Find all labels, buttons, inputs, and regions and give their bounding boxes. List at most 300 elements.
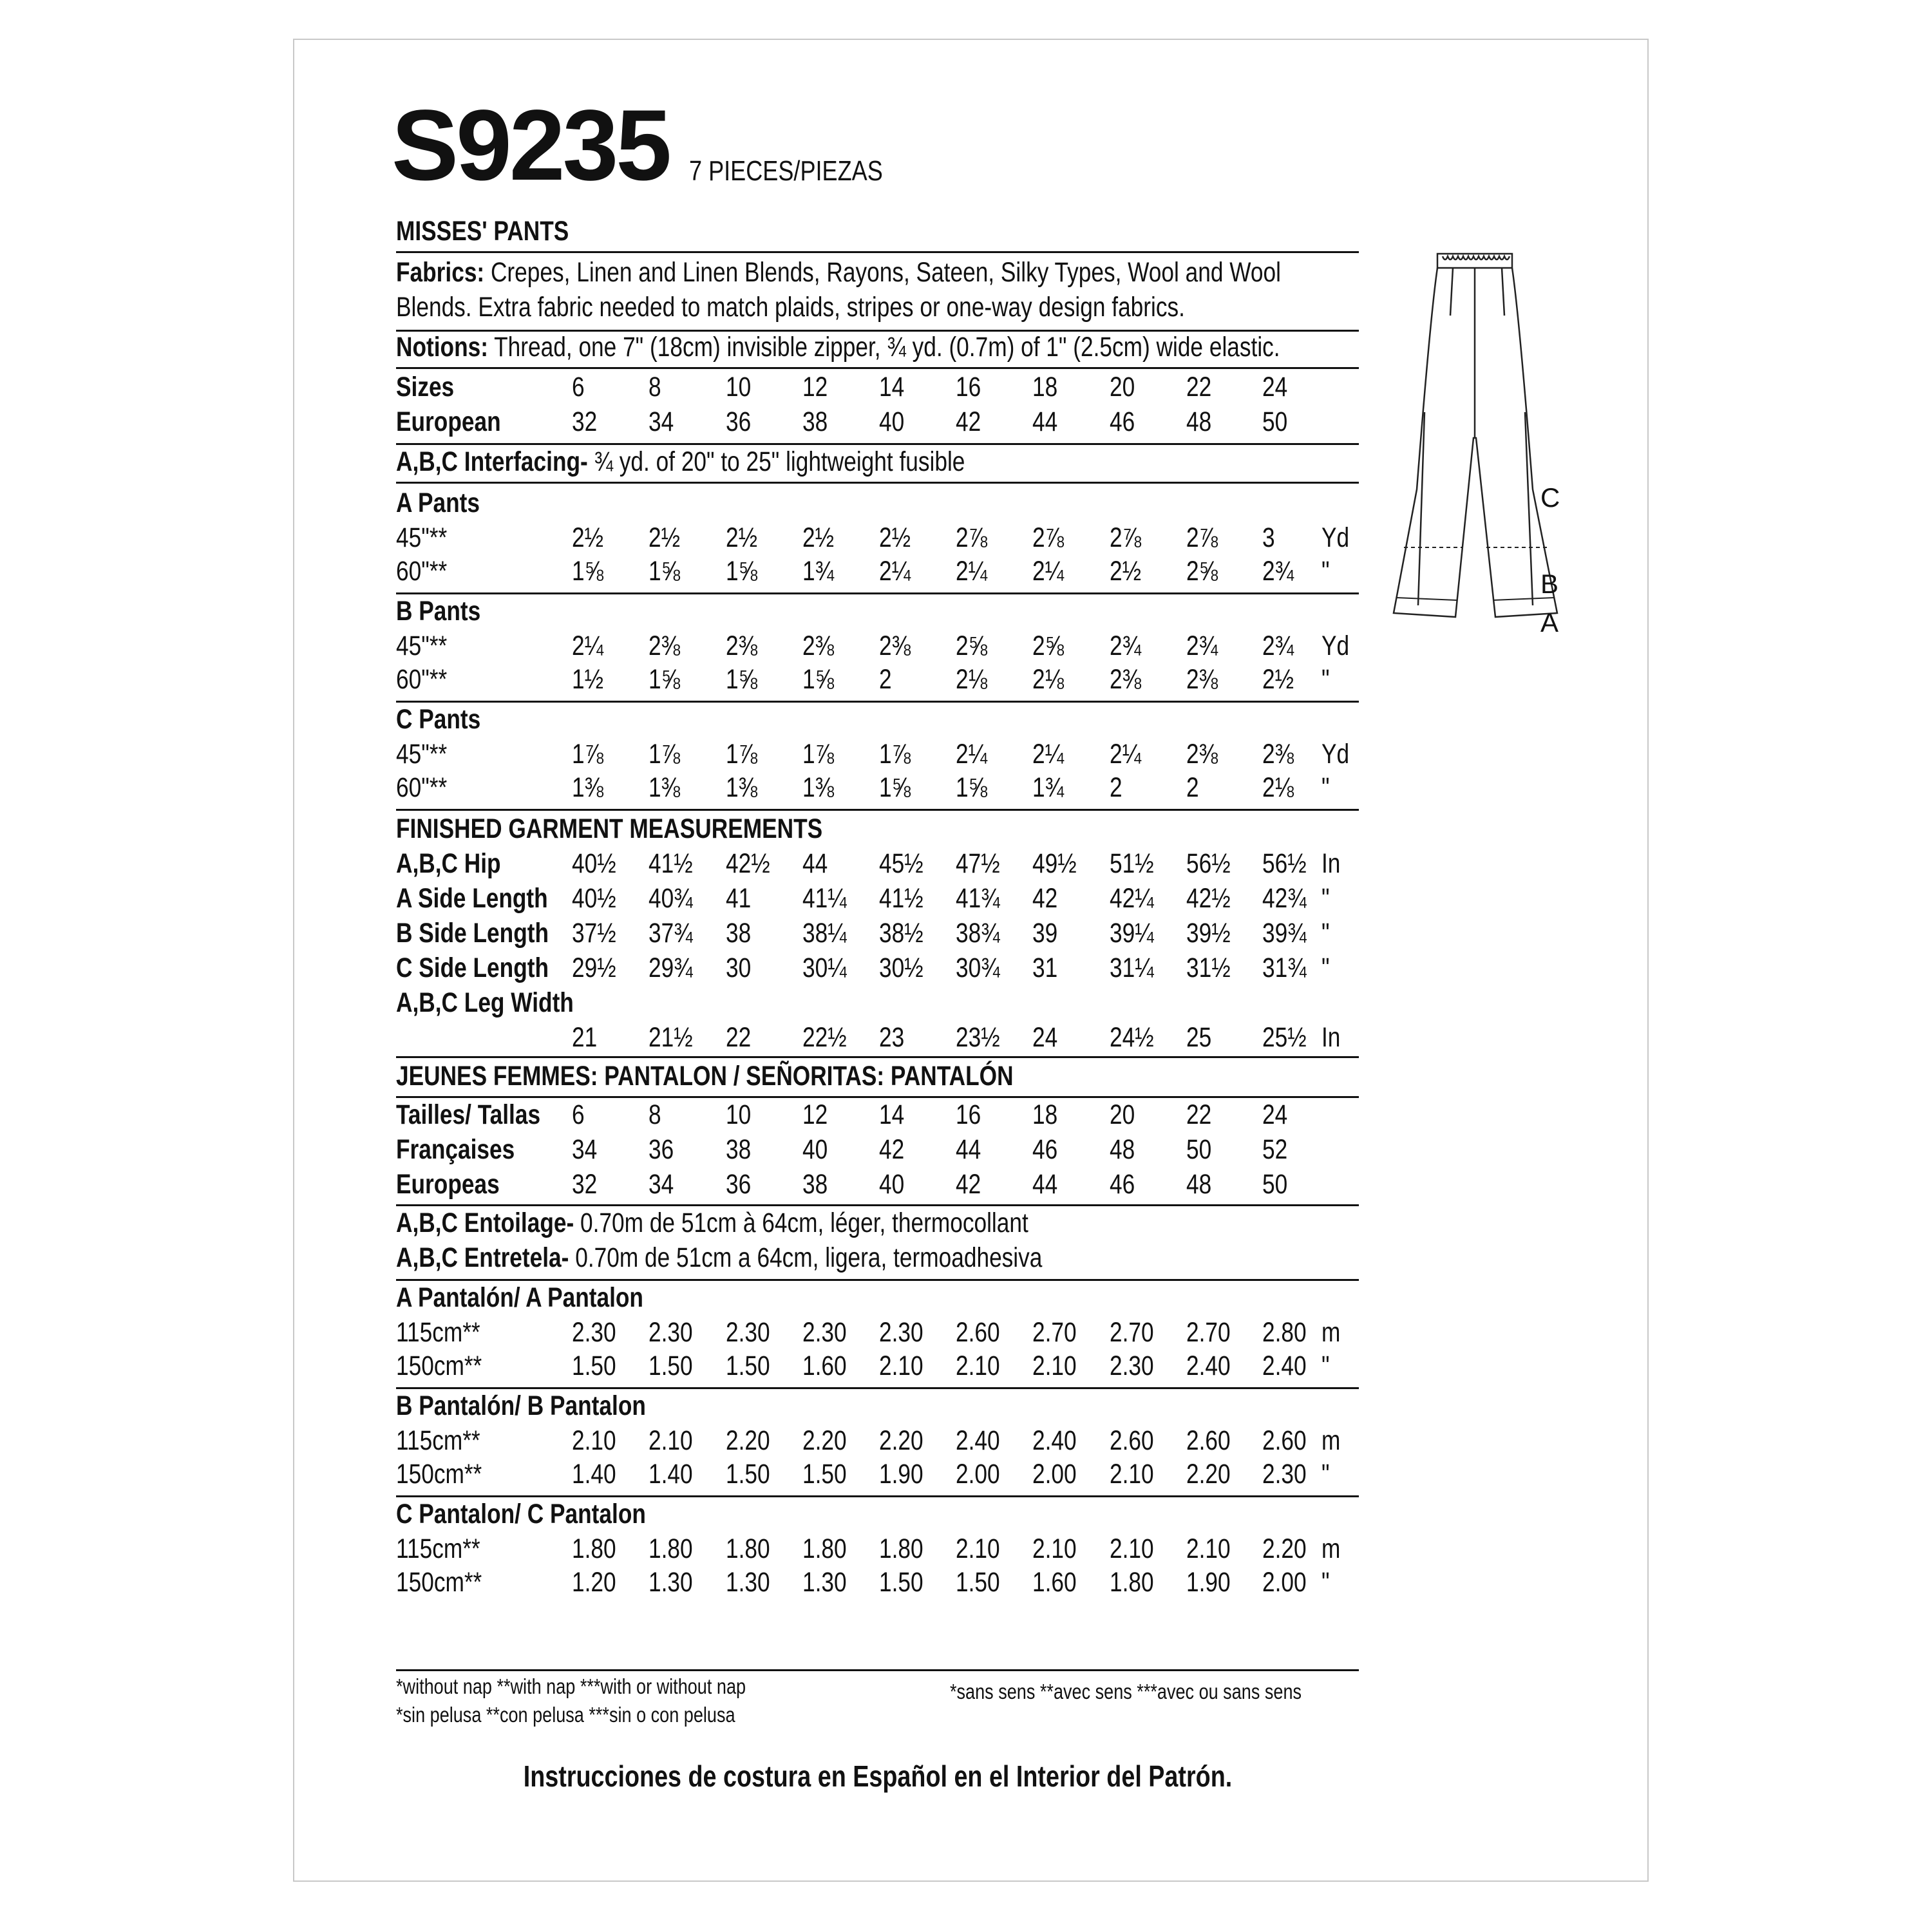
yardage-60-row-value: 1½ xyxy=(572,664,604,695)
yardage-45-row-value: 2⅜ xyxy=(649,630,681,661)
yardage-150-row-value: 2.00 xyxy=(1032,1459,1077,1490)
yardage-45-row-value: 2¾ xyxy=(1186,630,1218,661)
metric-sizes-row-value: 20 xyxy=(1110,1099,1135,1130)
yardage-150-row-label: 150cm** xyxy=(396,1459,482,1490)
yardage-45-row-value: 2⅞ xyxy=(1110,522,1142,553)
finished-row-value: 45½ xyxy=(879,848,923,879)
yardage-45-row-unit: Yd xyxy=(1321,630,1350,661)
yardage-45-row-value: 2⅞ xyxy=(956,522,988,553)
finished-row-value: 56½ xyxy=(1262,848,1307,879)
yardage-150-row-value: 1.20 xyxy=(572,1567,616,1598)
yardage-45-row-label: 45"** xyxy=(396,739,448,770)
finished-row-value: 42¾ xyxy=(1262,883,1307,914)
yardage-115-row-value: 1.80 xyxy=(649,1533,693,1564)
yardage-45-row-label: 45"** xyxy=(396,630,448,661)
section-title-misses-pants: MISSES' PANTS xyxy=(396,216,569,247)
yardage-115-row-value: 2.10 xyxy=(649,1425,693,1456)
yardage-60-row-label: 60"** xyxy=(396,664,448,695)
yardage-60-row-value: 2⅛ xyxy=(1262,772,1294,803)
metric-sizes-row-value: 8 xyxy=(649,1099,661,1130)
divider xyxy=(396,1096,1359,1098)
yardage-150-row-value: 1.60 xyxy=(1032,1567,1077,1598)
yardage-150-row-value: 2.00 xyxy=(1262,1567,1307,1598)
finished-row-label: A Side Length xyxy=(396,883,548,914)
yardage-115-row-value: 2.10 xyxy=(1186,1533,1231,1564)
metric-sizes-row-value: 50 xyxy=(1262,1169,1288,1200)
yardage-45-row-value: 2⅝ xyxy=(956,630,988,661)
metric-sizes-row-value: 34 xyxy=(649,1169,674,1200)
finished-row-unit: In xyxy=(1321,848,1341,879)
sizes-row-value: 6 xyxy=(572,372,585,402)
yardage-150-row-value: 1.90 xyxy=(1186,1567,1231,1598)
european-row-value: 40 xyxy=(879,406,905,437)
yardage-45-row-value: 2½ xyxy=(879,522,911,553)
divider xyxy=(396,1387,1359,1389)
yardage-60-row-value: 2½ xyxy=(1262,664,1294,695)
european-row-value: 38 xyxy=(802,406,828,437)
leg-width-value: 25½ xyxy=(1262,1022,1307,1053)
sizes-row-value: 8 xyxy=(649,372,661,402)
finished-row-value: 41¼ xyxy=(802,883,847,914)
metric-sizes-row-value: 48 xyxy=(1186,1169,1212,1200)
yardage-150-row-value: 1.40 xyxy=(649,1459,693,1490)
european-row-value: 44 xyxy=(1032,406,1058,437)
metric-sizes-row-value: 46 xyxy=(1110,1169,1135,1200)
yardage-115-row-label: 115cm** xyxy=(396,1425,480,1456)
view-b-hemline xyxy=(1396,598,1555,600)
yardage-115-row-unit: m xyxy=(1321,1425,1341,1456)
metric-yardage-title: B Pantalón/ B Pantalon xyxy=(396,1390,646,1421)
yardage-45-row-value: 2¼ xyxy=(956,739,988,770)
finished-row-value: 39¾ xyxy=(1262,918,1307,949)
yardage-45-row-value: 2⅝ xyxy=(1032,630,1065,661)
finished-row-value: 42½ xyxy=(1186,883,1231,914)
interfacing-label: A,B,C Interfacing- xyxy=(396,446,588,477)
fabrics-line-2: Blends. Extra fabric needed to match plaids, stripes or one-way design fabrics. xyxy=(396,292,1185,323)
metric-section-title: JEUNES FEMMES: PANTALON / SEÑORITAS: PANTALÓN xyxy=(396,1061,1014,1092)
european-row-value: 32 xyxy=(572,406,598,437)
yardage-60-row-value: 1⅜ xyxy=(802,772,835,803)
finished-row-value: 41 xyxy=(726,883,752,914)
finished-row-value: 49½ xyxy=(1032,848,1077,879)
yardage-45-row-value: 1⅞ xyxy=(649,739,681,770)
yardage-150-row-value: 1.50 xyxy=(726,1350,770,1381)
yardage-150-row-value: 1.50 xyxy=(572,1350,616,1381)
finished-row-value: 56½ xyxy=(1186,848,1231,879)
metric-sizes-row-value: 18 xyxy=(1032,1099,1058,1130)
yardage-150-row-value: 1.30 xyxy=(726,1567,770,1598)
finished-row-unit: " xyxy=(1321,883,1330,914)
finished-row-value: 47½ xyxy=(956,848,1000,879)
view-label-b: B xyxy=(1540,569,1559,599)
metric-yardage-title: A Pantalón/ A Pantalon xyxy=(396,1282,643,1313)
metric-sizes-row-value: 38 xyxy=(726,1134,752,1165)
finished-row-value: 41½ xyxy=(649,848,693,879)
yardage-45-row-value: 2⅜ xyxy=(802,630,835,661)
footnote-en: *without nap **with nap ***with or without nap xyxy=(396,1674,746,1698)
finished-row-label: A,B,C Hip xyxy=(396,848,501,879)
entretela-label: A,B,C Entretela- xyxy=(396,1242,569,1273)
footnote-es: *sin pelusa **con pelusa ***sin o con pelusa xyxy=(396,1703,735,1727)
yardage-115-row-value: 1.80 xyxy=(572,1533,616,1564)
european-row-value: 42 xyxy=(956,406,981,437)
yardage-115-row-value: 2.40 xyxy=(1032,1425,1077,1456)
european-row-value: 48 xyxy=(1186,406,1212,437)
fabrics xyxy=(396,259,1281,287)
yardage-view-title: B Pants xyxy=(396,596,481,627)
sizes-row-value: 14 xyxy=(879,372,905,402)
yardage-115-row-value: 2.30 xyxy=(572,1317,616,1348)
yardage-60-row-value: 1⅝ xyxy=(726,556,758,587)
yardage-115-row-unit: m xyxy=(1321,1533,1341,1564)
finished-row-unit: " xyxy=(1321,918,1330,949)
metric-sizes-row-value: 48 xyxy=(1110,1134,1135,1165)
yardage-150-row-value: 2.10 xyxy=(879,1350,923,1381)
finished-row-value: 40¾ xyxy=(649,883,693,914)
yardage-60-row-value: 1¾ xyxy=(1032,772,1065,803)
leg-width-value: 25 xyxy=(1186,1022,1212,1053)
size-chart xyxy=(396,0,1359,1932)
yardage-60-row-value: 2⅜ xyxy=(1186,664,1218,695)
interfacing-text: ¾ yd. of 20" to 25" lightweight fusible xyxy=(594,446,965,477)
yardage-60-row-value: 1⅜ xyxy=(649,772,681,803)
finished-row-value: 39½ xyxy=(1186,918,1231,949)
yardage-115-row-value: 2.70 xyxy=(1186,1317,1231,1348)
yardage-150-row-value: 2.30 xyxy=(1110,1350,1154,1381)
yardage-150-row-value: 2.10 xyxy=(1032,1350,1077,1381)
european-row-value: 50 xyxy=(1262,406,1288,437)
metric-sizes-row-value: 22 xyxy=(1186,1099,1212,1130)
yardage-60-row-value: 2¾ xyxy=(1262,556,1294,587)
yardage-45-row-value: 3 xyxy=(1262,522,1275,553)
leg-width-value: 22 xyxy=(726,1022,752,1053)
pieces-count: 7 PIECES/PIEZAS xyxy=(689,155,883,187)
finished-row-value: 40½ xyxy=(572,848,616,879)
yardage-115-row-value: 1.80 xyxy=(802,1533,847,1564)
yardage-45-row-value: 2⅜ xyxy=(1186,739,1218,770)
yardage-45-row-value: 2⅞ xyxy=(1186,522,1218,553)
metric-sizes-row-label: Françaises xyxy=(396,1134,515,1165)
sizes-row-label: Sizes xyxy=(396,372,455,402)
yardage-150-row-value: 1.30 xyxy=(649,1567,693,1598)
yardage-60-row-value: 1⅜ xyxy=(572,772,604,803)
yardage-115-row-value: 2.30 xyxy=(726,1317,770,1348)
yardage-150-row-value: 1.50 xyxy=(879,1567,923,1598)
metric-sizes-row-value: 36 xyxy=(649,1134,674,1165)
yardage-60-row-value: 1¾ xyxy=(802,556,835,587)
yardage-150-row-value: 1.50 xyxy=(956,1567,1000,1598)
yardage-150-row-value: 2.10 xyxy=(1110,1459,1154,1490)
metric-sizes-row-value: 34 xyxy=(572,1134,598,1165)
sizes-row-value: 12 xyxy=(802,372,828,402)
metric-sizes-row-value: 38 xyxy=(802,1169,828,1200)
leg-width-value: 21 xyxy=(572,1022,598,1053)
yardage-115-row-value: 1.80 xyxy=(879,1533,923,1564)
yardage-115-row-value: 2.20 xyxy=(1262,1533,1307,1564)
yardage-60-row-value: 2 xyxy=(1110,772,1122,803)
divider xyxy=(396,1669,1359,1671)
metric-sizes-row-value: 46 xyxy=(1032,1134,1058,1165)
yardage-60-row-value: 1⅜ xyxy=(726,772,758,803)
yardage-115-row-value: 2.70 xyxy=(1110,1317,1154,1348)
leg-width-label: A,B,C Leg Width xyxy=(396,987,574,1018)
yardage-45-row-value: 2½ xyxy=(649,522,681,553)
yardage-115-row-value: 2.20 xyxy=(802,1425,847,1456)
yardage-150-row-value: 2.40 xyxy=(1186,1350,1231,1381)
yardage-45-row-value: 2½ xyxy=(726,522,758,553)
metric-sizes-row-label: Tailles/ Tallas xyxy=(396,1099,541,1130)
yardage-150-row-unit: " xyxy=(1321,1459,1330,1490)
finished-row-value: 29½ xyxy=(572,952,616,983)
pattern-number: S9235 xyxy=(392,90,670,202)
yardage-150-row-unit: " xyxy=(1321,1567,1330,1598)
divider xyxy=(396,701,1359,703)
sizes-row-value: 16 xyxy=(956,372,981,402)
yardage-45-row-value: 1⅞ xyxy=(879,739,911,770)
finished-measurements-title: FINISHED GARMENT MEASUREMENTS xyxy=(396,813,823,844)
yardage-115-row-value: 2.10 xyxy=(1032,1533,1077,1564)
yardage-45-row-value: 2½ xyxy=(802,522,835,553)
yardage-45-row-value: 2¼ xyxy=(572,630,604,661)
fabrics-text: Crepes, Linen and Linen Blends, Rayons, Sateen, Silky Types, Wool and Wool xyxy=(490,257,1281,288)
yardage-115-row-value: 2.60 xyxy=(1186,1425,1231,1456)
yardage-150-row-unit: " xyxy=(1321,1350,1330,1381)
finished-row-value: 44 xyxy=(802,848,828,879)
yardage-60-row-label: 60"** xyxy=(396,772,448,803)
divider xyxy=(396,443,1359,445)
metric-sizes-row-value: 16 xyxy=(956,1099,981,1130)
yardage-60-row-value: 2 xyxy=(1186,772,1199,803)
yardage-115-row-value: 2.30 xyxy=(649,1317,693,1348)
yardage-150-row-value: 1.80 xyxy=(1110,1567,1154,1598)
sizes-row-value: 24 xyxy=(1262,372,1288,402)
notions-text: Thread, one 7" (18cm) invisible zipper, ¾ yd. (0.7m) of 1" (2.5cm) wide elastic. xyxy=(494,332,1280,363)
yardage-115-row-value: 2.40 xyxy=(956,1425,1000,1456)
yardage-45-row-value: 2⅜ xyxy=(1262,739,1294,770)
leg-width-value: 24 xyxy=(1032,1022,1058,1053)
yardage-45-row-value: 2¾ xyxy=(1110,630,1142,661)
finished-row-value: 40½ xyxy=(572,883,616,914)
entretela xyxy=(396,1244,1042,1272)
view-label-a: A xyxy=(1540,607,1559,638)
finished-row-value: 30½ xyxy=(879,952,923,983)
entoilage-text: 0.70m de 51cm à 64cm, léger, thermocollant xyxy=(580,1208,1028,1238)
metric-sizes-row-value: 44 xyxy=(1032,1169,1058,1200)
yardage-115-row-value: 2.60 xyxy=(1262,1425,1307,1456)
european-row-value: 36 xyxy=(726,406,752,437)
yardage-45-row-unit: Yd xyxy=(1321,739,1350,770)
yardage-view-title: C Pants xyxy=(396,704,481,735)
yardage-45-row-value: 2¼ xyxy=(1032,739,1065,770)
yardage-150-row-value: 1.30 xyxy=(802,1567,847,1598)
yardage-60-row-value: 1⅝ xyxy=(649,556,681,587)
yardage-60-row-value: 1⅝ xyxy=(572,556,604,587)
yardage-60-row-value: 2¼ xyxy=(1032,556,1065,587)
yardage-115-row-value: 2.10 xyxy=(956,1533,1000,1564)
yardage-45-row-value: 2¼ xyxy=(1110,739,1142,770)
yardage-150-row-value: 1.50 xyxy=(802,1459,847,1490)
metric-yardage-title: C Pantalon/ C Pantalon xyxy=(396,1499,646,1530)
finished-row-value: 41½ xyxy=(879,883,923,914)
yardage-60-row-value: 1⅝ xyxy=(649,664,681,695)
finished-row-value: 42¼ xyxy=(1110,883,1154,914)
finished-row-value: 38 xyxy=(726,918,752,949)
metric-sizes-row-value: 52 xyxy=(1262,1134,1288,1165)
finished-row-value: 31 xyxy=(1032,952,1058,983)
sizes-row-value: 20 xyxy=(1110,372,1135,402)
yardage-115-row-label: 115cm** xyxy=(396,1317,480,1348)
yardage-150-row-value: 2.10 xyxy=(956,1350,1000,1381)
view-label-c: C xyxy=(1540,482,1560,513)
finished-row-label: C Side Length xyxy=(396,952,549,983)
yardage-150-row-value: 1.90 xyxy=(879,1459,923,1490)
yardage-60-row-unit: " xyxy=(1321,556,1330,587)
yardage-45-row-value: 2⅜ xyxy=(726,630,758,661)
waistband xyxy=(1437,254,1512,268)
metric-sizes-row-value: 10 xyxy=(726,1099,752,1130)
finished-row-label: B Side Length xyxy=(396,918,549,949)
european-row-value: 46 xyxy=(1110,406,1135,437)
yardage-45-row-value: 1⅞ xyxy=(572,739,604,770)
divider xyxy=(396,809,1359,811)
yardage-60-row-label: 60"** xyxy=(396,556,448,587)
metric-sizes-row-value: 50 xyxy=(1186,1134,1212,1165)
metric-sizes-row-value: 12 xyxy=(802,1099,828,1130)
european-row-value: 34 xyxy=(649,406,674,437)
metric-sizes-row-value: 32 xyxy=(572,1169,598,1200)
yardage-150-row-label: 150cm** xyxy=(396,1350,482,1381)
metric-sizes-row-value: 44 xyxy=(956,1134,981,1165)
divider xyxy=(396,482,1359,484)
yardage-115-row-value: 2.20 xyxy=(726,1425,770,1456)
finished-row-value: 41¾ xyxy=(956,883,1000,914)
yardage-45-row-unit: Yd xyxy=(1321,522,1350,553)
finished-row-value: 30¾ xyxy=(956,952,1000,983)
metric-sizes-row-value: 40 xyxy=(879,1169,905,1200)
leg-width-unit: In xyxy=(1321,1022,1341,1053)
metric-sizes-row-value: 40 xyxy=(802,1134,828,1165)
leg-width-value: 24½ xyxy=(1110,1022,1154,1053)
yardage-115-row-value: 2.70 xyxy=(1032,1317,1077,1348)
entretela-text: 0.70m de 51cm a 64cm, ligera, termoadhesiva xyxy=(575,1242,1043,1273)
finished-row-value: 39 xyxy=(1032,918,1058,949)
divider xyxy=(396,1204,1359,1206)
yardage-60-row-value: 1⅝ xyxy=(956,772,988,803)
yardage-150-row-value: 1.40 xyxy=(572,1459,616,1490)
yardage-60-row-value: 1⅝ xyxy=(879,772,911,803)
yardage-150-row-value: 1.50 xyxy=(726,1459,770,1490)
divider xyxy=(396,592,1359,594)
yardage-60-row-unit: " xyxy=(1321,664,1330,695)
yardage-115-row-unit: m xyxy=(1321,1317,1341,1348)
finished-row-value: 38½ xyxy=(879,918,923,949)
yardage-60-row-value: 2¼ xyxy=(956,556,988,587)
finished-row-value: 42 xyxy=(1032,883,1058,914)
finished-row-value: 39¼ xyxy=(1110,918,1154,949)
fabrics-label: Fabrics: xyxy=(396,257,485,288)
yardage-115-row-value: 1.80 xyxy=(726,1533,770,1564)
yardage-60-row-value: 1⅝ xyxy=(726,664,758,695)
finished-row-value: 29¾ xyxy=(649,952,693,983)
yardage-115-row-value: 2.80 xyxy=(1262,1317,1307,1348)
yardage-115-row-value: 2.60 xyxy=(956,1317,1000,1348)
yardage-115-row-value: 2.60 xyxy=(1110,1425,1154,1456)
metric-sizes-row-value: 36 xyxy=(726,1169,752,1200)
leg-width-value: 23½ xyxy=(956,1022,1000,1053)
leg-width-value: 21½ xyxy=(649,1022,693,1053)
yardage-115-row-value: 2.30 xyxy=(802,1317,847,1348)
yardage-60-row-value: 2⅛ xyxy=(1032,664,1065,695)
yardage-150-row-value: 2.00 xyxy=(956,1459,1000,1490)
yardage-60-row-value: 2⅜ xyxy=(1110,664,1142,695)
yardage-150-row-value: 2.30 xyxy=(1262,1459,1307,1490)
divider xyxy=(396,367,1359,369)
metric-sizes-row-value: 14 xyxy=(879,1099,905,1130)
entoilage-label: A,B,C Entoilage- xyxy=(396,1208,574,1238)
yardage-60-row-unit: " xyxy=(1321,772,1330,803)
yardage-115-row-value: 2.30 xyxy=(879,1317,923,1348)
finished-row-value: 37¾ xyxy=(649,918,693,949)
yardage-view-title: A Pants xyxy=(396,488,480,518)
yardage-150-row-value: 2.40 xyxy=(1262,1350,1307,1381)
metric-sizes-row-value: 24 xyxy=(1262,1099,1288,1130)
finished-row-value: 37½ xyxy=(572,918,616,949)
european-row-label: European xyxy=(396,406,501,437)
yardage-45-row-value: 2½ xyxy=(572,522,604,553)
finished-row-value: 31¼ xyxy=(1110,952,1154,983)
finished-row-value: 38¼ xyxy=(802,918,847,949)
finished-row-value: 31¾ xyxy=(1262,952,1307,983)
notions-label: Notions: xyxy=(396,332,488,363)
footnote-fr: *sans sens **avec sens ***avec ou sans sens xyxy=(950,1680,1302,1703)
yardage-60-row-value: 2 xyxy=(879,664,892,695)
yardage-45-row-value: 2⅜ xyxy=(879,630,911,661)
yardage-45-row-value: 2¾ xyxy=(1262,630,1294,661)
yardage-150-row-value: 1.60 xyxy=(802,1350,847,1381)
metric-sizes-row-label: Europeas xyxy=(396,1169,500,1200)
finished-row-value: 30¼ xyxy=(802,952,847,983)
finished-row-value: 31½ xyxy=(1186,952,1231,983)
yardage-150-row-value: 2.20 xyxy=(1186,1459,1231,1490)
divider xyxy=(396,251,1359,253)
metric-sizes-row-value: 42 xyxy=(879,1134,905,1165)
finished-row-value: 38¾ xyxy=(956,918,1000,949)
leg-width-value: 22½ xyxy=(802,1022,847,1053)
metric-sizes-row-value: 6 xyxy=(572,1099,585,1130)
yardage-150-row-label: 150cm** xyxy=(396,1567,482,1598)
divider xyxy=(396,1495,1359,1497)
yardage-115-row-value: 2.10 xyxy=(1110,1533,1154,1564)
sizes-row-value: 22 xyxy=(1186,372,1212,402)
entoilage xyxy=(396,1209,1028,1237)
yardage-60-row-value: 2¼ xyxy=(879,556,911,587)
finished-row-unit: " xyxy=(1321,952,1330,983)
yardage-60-row-value: 2⅛ xyxy=(956,664,988,695)
divider xyxy=(396,1056,1359,1058)
yardage-60-row-value: 1⅝ xyxy=(802,664,835,695)
yardage-45-row-value: 1⅞ xyxy=(726,739,758,770)
yardage-60-row-value: 2½ xyxy=(1110,556,1142,587)
leg-width-value: 23 xyxy=(879,1022,905,1053)
yardage-45-row-value: 1⅞ xyxy=(802,739,835,770)
yardage-115-row-label: 115cm** xyxy=(396,1533,480,1564)
finished-row-value: 42½ xyxy=(726,848,770,879)
finished-row-value: 51½ xyxy=(1110,848,1154,879)
yardage-45-row-value: 2⅞ xyxy=(1032,522,1065,553)
metric-sizes-row-value: 42 xyxy=(956,1169,981,1200)
yardage-115-row-value: 2.10 xyxy=(572,1425,616,1456)
sizes-row-value: 18 xyxy=(1032,372,1058,402)
